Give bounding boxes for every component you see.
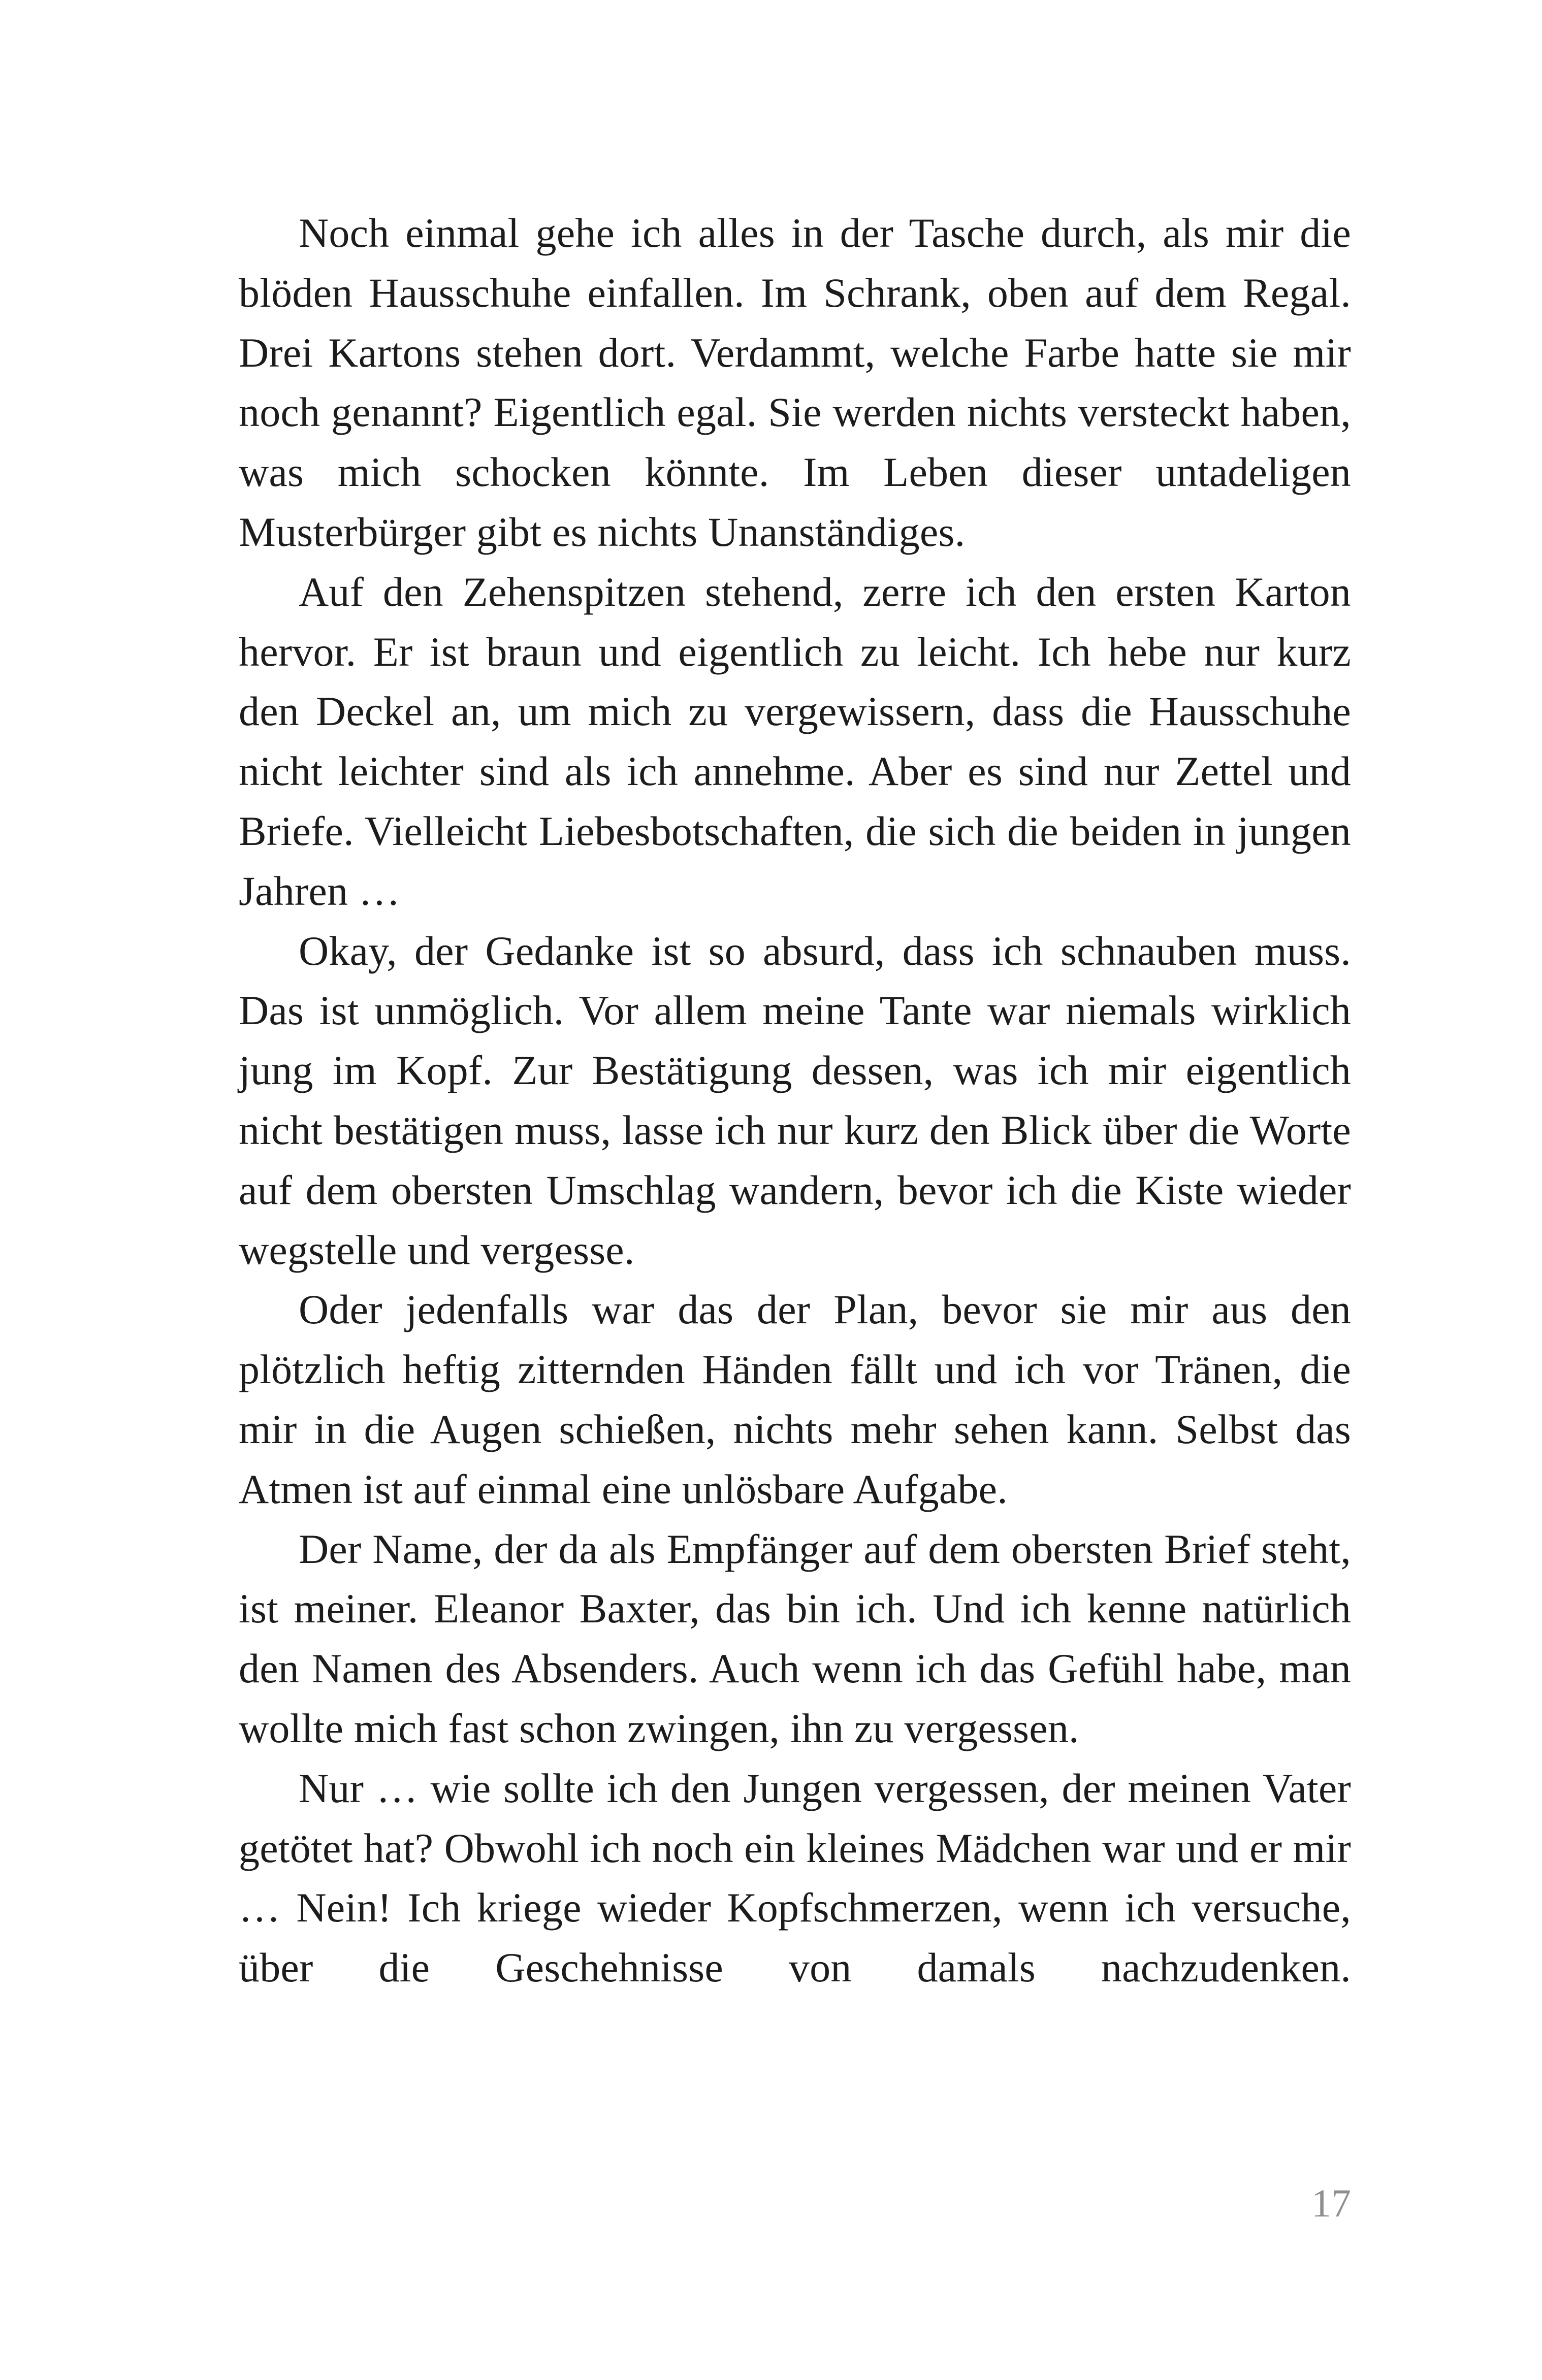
paragraph-4: Oder jedenfalls war das der Plan, bevor sie mir aus den plötzlich heftig zitternden Händen fällt und ich vor Tränen, die mir in die Augen schießen, nichts mehr sehen kann. Selbst das Atmen ist auf einmal eine unlösbare Aufgabe. (239, 1286, 1351, 1512)
paragraph-5: Der Name, der da als Empfänger auf dem obersten Brief steht, ist meiner. Eleanor Baxter, das bin ich. Und ich kenne natürlich den Namen des Absenders. Auch wenn ich das Gefühl habe, man wollte mich fast schon zwingen, ihn zu vergessen. (239, 1525, 1351, 1751)
body-text (239, 203, 1351, 1998)
paragraph-3: Okay, der Gedanke ist so absurd, dass ich schnauben muss. Das ist unmöglich. Vor allem meine Tante war niemals wirklich jung im Kopf. Zur Bestätigung dessen, was ich mir eigentlich nicht bestätigen muss, lasse ich nur kurz den Blick über die Worte auf dem obersten Umschlag wandern, bevor ich die Kiste wieder wegstelle und vergesse. (239, 927, 1351, 1273)
page-number: 17 (1311, 2181, 1351, 2225)
paragraph-6: Nur … wie sollte ich den Jungen vergessen, der meinen Vater getötet hat? Obwohl ich noch ein kleines Mädchen war und er mir … Nein! Ich kriege wieder Kopfschmerzen, wenn ich versuche, über die Geschehnisse von damals nachzudenken. (239, 1765, 1351, 1991)
paragraph-1: Noch einmal gehe ich alles in der Tasche durch, als mir die blöden Hausschuhe einfallen. Im Schrank, oben auf dem Regal. Drei Kartons stehen dort. Verdammt, welche Farbe hatte sie mir noch genannt? Eigentlich egal. Sie werden nichts versteckt haben, was mich schocken könnte. Im Leben dieser untadeligen Musterbürger gibt es nichts Unanständiges. (239, 210, 1351, 555)
paragraph-2: Auf den Zehenspitzen stehend, zerre ich den ersten Karton hervor. Er ist braun und eigentlich zu leicht. Ich hebe nur kurz den Deckel an, um mich zu vergewissern, dass die Hausschuhe nicht leichter sind als ich annehme. Aber es sind nur Zettel und Briefe. Vielleicht Liebesbotschaften, die sich die beiden in jungen Jahren … (239, 568, 1351, 914)
